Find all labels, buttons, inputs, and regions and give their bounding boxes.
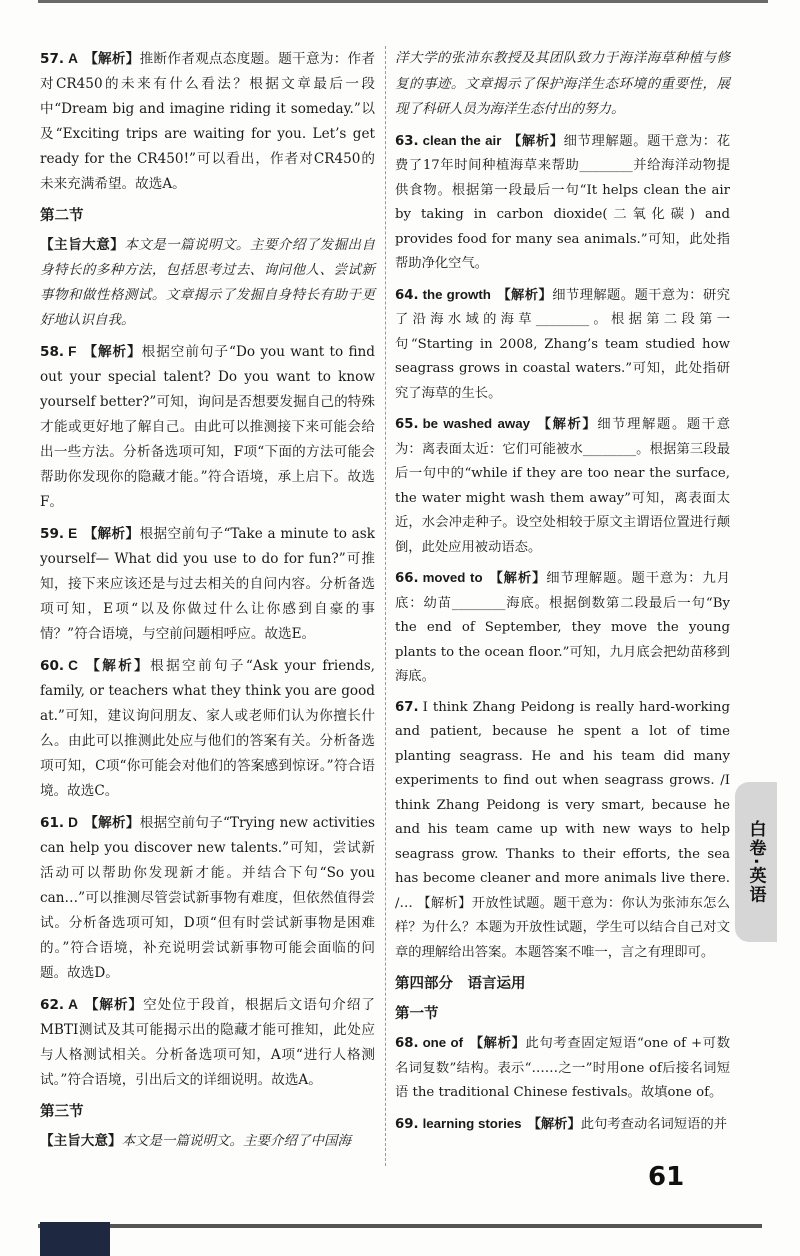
question-number: 61. bbox=[40, 815, 65, 831]
side-tab-label: 白卷·英语 bbox=[745, 819, 766, 905]
question-number: 65. bbox=[395, 417, 419, 432]
explanation-text: I think Zhang Peidong is really hard-working and patient, because he spent a lot of time planting seagrass. He and his team did many experiments to find out when seagrass grows. /I think Zhang Peidong is very smart, because he and his team came up with new ways to help seagrass grow. Thanks to their efforts, the sea has become cleaner and more animals live there. /… 【解析】开放性试题。题干意为：你认为张沛东怎么样？为什么？本题为开放性试题，学生可以结合自己对文章的理解给出答案。本题答案不唯一，言之有理即可。 bbox=[395, 699, 730, 960]
explanation-text: 推断作者观点态度题。题干意为：作者对CR450的未来有什么看法？根据文章最后一段中“Dream big and imagine riding it someday.”以及“Exciting trips are waiting for you. Let’s get ready for the CR450!”可以看出，作者对CR450的未来充满希望。故选A。 bbox=[40, 51, 376, 192]
answer-key: the growth bbox=[422, 286, 491, 302]
explanation-text: 空处位于段首，根据后文语句介绍了MBTI测试及其可能揭示出的隐藏才能可推知，此处应与人格测试相关。分析备选项可知，A项“进行人格测试。”符合语境，引出后文的详细说明。故选A。 bbox=[40, 997, 376, 1088]
summary-paragraph bbox=[40, 233, 375, 333]
subject-side-tab bbox=[735, 782, 777, 942]
explanation-text: 此句考查动名词短语的并 bbox=[580, 1116, 728, 1132]
answer-key: A bbox=[68, 997, 78, 1012]
analysis-tag: 【解析】 bbox=[83, 997, 144, 1013]
section-heading: 第一节 bbox=[395, 1006, 439, 1022]
explanation-text: 本文是一篇说明文。主要介绍了发掘出自身特长的多种方法，包括思考过去、询问他人、尝试新事物和做性格测试。文章揭示了发掘自身特长有助于更好地认识自我。 bbox=[40, 237, 376, 328]
question-number: 64. bbox=[395, 287, 419, 303]
analysis-tag: 【解析】 bbox=[469, 1036, 526, 1051]
section-heading: 第三节 bbox=[40, 1104, 84, 1120]
answer-key: C bbox=[68, 658, 78, 673]
analysis-tag: 【解析】 bbox=[83, 51, 140, 67]
explanation-text: 本文是一篇说明文。主要介绍了中国海 bbox=[121, 1133, 352, 1149]
answer-item bbox=[395, 566, 730, 690]
answer-item bbox=[395, 1112, 730, 1138]
answer-key: E bbox=[68, 526, 78, 541]
answer-key: be washed away bbox=[422, 416, 531, 431]
explanation-text: 根据空前句子“Ask your friends, family, or teachers what they think you are good at.”可知，建议询问朋友、家人或老师们认为你擅长什么。由此可以推测此处应与他们的答案有关。分析备选项可知，C项“你可能会对他们的答案感到惊讶。”符合语境。故选C。 bbox=[40, 658, 376, 799]
analysis-tag: 【解析】 bbox=[488, 571, 547, 586]
explanation-text: 细节理解题。题干意为：离表面太近：它们可能被水________。根据第三段最后一句中的“while if they are too near the surface, the water might wash them away”可知，离表面太近，水会冲走种子。设空处相较于原文主谓语位置进行颠倒，此处应用被动语态。 bbox=[395, 417, 731, 555]
right-column bbox=[395, 46, 730, 1143]
answer-key: clean the air bbox=[422, 132, 502, 148]
explanation-text: 洋大学的张沛东教授及其团队致力于海洋海草种植与修复的事迹。文章揭示了保护海洋生态环境的重要性，展现了科研人员为海洋生态付出的努力。 bbox=[395, 50, 730, 117]
analysis-tag: 【解析】 bbox=[507, 133, 564, 149]
question-number: 67. bbox=[395, 699, 419, 715]
answer-item bbox=[395, 129, 730, 277]
explanation-text: 根据空前句子“Take a minute to ask yourself— What did you use to do for fun?”可推知，接下来应该还是与过去相关的自问内容。分析备选项可知，E项“以及你做过什么让你感到自豪的事情？”符合语境，与空前问题相呼应。故选E。 bbox=[40, 526, 375, 642]
answer-key: D bbox=[68, 815, 78, 830]
answer-page bbox=[40, 46, 730, 1166]
question-number: 68. bbox=[395, 1036, 419, 1051]
question-number: 69. bbox=[395, 1116, 419, 1132]
answer-item bbox=[395, 283, 730, 407]
explanation-text: 细节理解题。题干意为：九月底：幼苗________海底。根据倒数第二段最后一句“By the end of September, they move the young plants to the ocean floor.”可知，九月底会把幼苗移到海底。 bbox=[395, 571, 731, 684]
answer-item bbox=[40, 521, 375, 647]
answer-item bbox=[40, 810, 375, 986]
answer-key: F bbox=[68, 344, 77, 359]
question-number: 62. bbox=[40, 997, 65, 1013]
answer-key: moved to bbox=[422, 570, 483, 585]
column-divider bbox=[385, 46, 386, 1166]
top-border bbox=[38, 0, 768, 17]
page-number: 61 bbox=[648, 1162, 685, 1192]
explanation-text: 根据空前句子“Trying new activities can help you discover new talents.”可知，尝试新活动可以帮助你发现新才能。并结合下句“So you can…”可以推测尽管尝试新事物有难度，但依然值得尝试。分析备选项可知，D项“但有时尝试新事物是困难的。”符合语境，补充说明尝试新事物可能会面临的问题。故选D。 bbox=[40, 815, 376, 981]
answer-item bbox=[40, 339, 375, 515]
answer-key: learning stories bbox=[422, 1115, 522, 1131]
analysis-tag: 【解析】 bbox=[83, 526, 140, 542]
analysis-tag: 【主旨大意】 bbox=[40, 237, 125, 253]
analysis-tag: 【解析】 bbox=[83, 815, 140, 831]
explanation-text: 细节理解题。题干意为：研究了沿海水域的海草________。根据第二段第一句“Starting in 2008, Zhang’s team studied how seagrass grows in coastal waters.”可知，此处指研究了海草的生长。 bbox=[395, 287, 731, 401]
question-number: 66. bbox=[395, 571, 419, 586]
question-number: 60. bbox=[40, 658, 65, 674]
analysis-tag: 【解析】 bbox=[496, 287, 553, 303]
summary-paragraph bbox=[40, 1129, 375, 1154]
bottom-border bbox=[38, 1214, 762, 1228]
analysis-tag: 【解析】 bbox=[527, 1116, 581, 1132]
explanation-text: 根据空前句子“Do you want to find out your special talent? Do you want to know yourself better?”可知，询问是否想要发掘自己的特殊才能或更好地了解自己。由此可以推测接下来可能会给出一些方法。分析备选项可知，F项“下面的方法可能会帮助你发现你的隐藏才能。”符合语境，承上启下。故选F。 bbox=[40, 344, 375, 510]
section-heading: 第四部分 语言运用 bbox=[395, 976, 526, 992]
analysis-tag: 【主旨大意】 bbox=[40, 1133, 122, 1149]
analysis-tag: 【解析】 bbox=[82, 344, 142, 360]
analysis-tag: 【解析】 bbox=[83, 658, 151, 674]
question-number: 58. bbox=[40, 344, 65, 360]
section-heading: 第二节 bbox=[40, 208, 84, 224]
answer-item bbox=[40, 653, 375, 804]
answer-item bbox=[395, 1031, 730, 1106]
answer-item bbox=[40, 992, 375, 1093]
answer-item bbox=[395, 412, 730, 560]
answer-item bbox=[395, 696, 730, 966]
analysis-tag: 【解析】 bbox=[536, 417, 598, 432]
left-column bbox=[40, 46, 375, 1160]
corner-mark bbox=[40, 1222, 110, 1256]
answer-key: one of bbox=[422, 1035, 464, 1050]
explanation-text: 细节理解题。题干意为：花费了17年时间种植海草来帮助________并给海洋动物提供食物。根据第一段最后一句“It helps clean the air by taking in carbon dioxide(二氧化碳) and provides food for many sea animals.”可知，此处指帮助净化空气。 bbox=[395, 133, 731, 271]
question-number: 59. bbox=[40, 526, 65, 542]
answer-key: A bbox=[68, 51, 78, 66]
question-number: 57. bbox=[40, 51, 65, 67]
summary-paragraph bbox=[395, 46, 730, 123]
question-number: 63. bbox=[395, 133, 419, 149]
answer-item bbox=[40, 46, 375, 197]
explanation-text: 此句考查固定短语“one of +可数名词复数”结构。表示“……之一”时用one of后接名词短语 the traditional Chinese festivals。故填one of。 bbox=[395, 1036, 730, 1100]
